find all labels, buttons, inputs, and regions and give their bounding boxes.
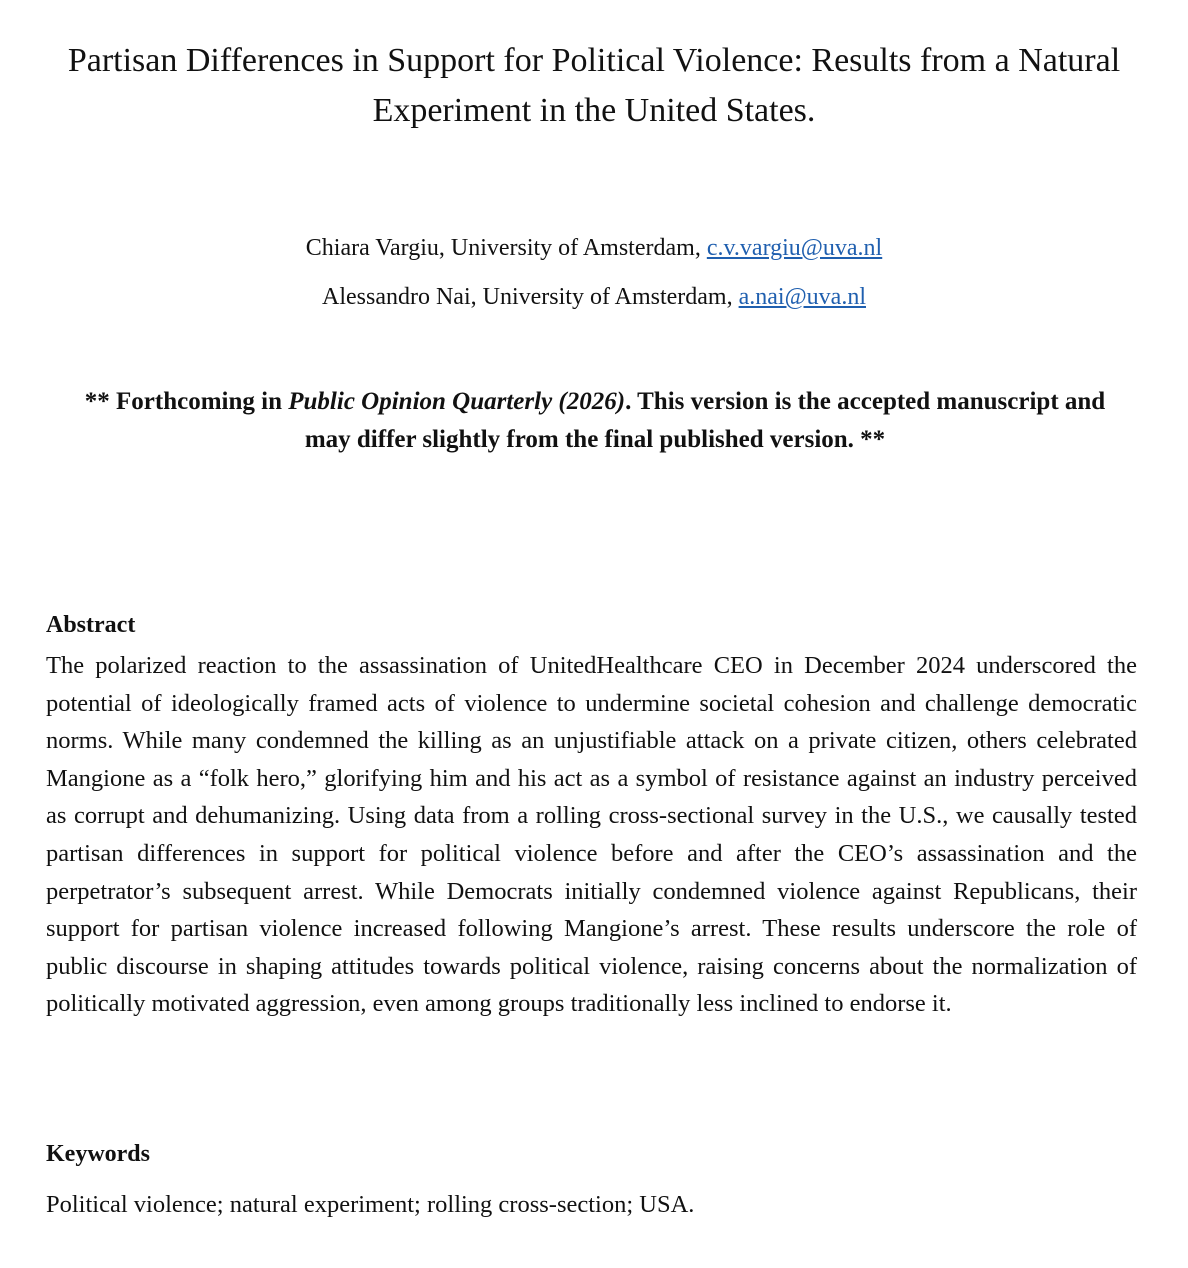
keywords-heading: Keywords [46, 1141, 150, 1167]
notice-suffix: . This version is the accepted manuscript and may differ slightly from the final published version. ** [304, 388, 1106, 453]
author-affiliation: Alessandro Nai, University of Amsterdam, [322, 284, 739, 310]
notice-prefix: ** Forthcoming in [84, 388, 289, 415]
author-line [0, 273, 1188, 322]
author-line [0, 224, 1188, 273]
abstract-heading: Abstract [46, 612, 136, 638]
author-list [0, 224, 1188, 322]
publication-notice [80, 383, 1110, 459]
journal-name: Public Opinion Quarterly (2026) [288, 388, 626, 415]
paper-title: Partisan Differences in Support for Political Violence: Results from a Natural Experiment in the United States. [67, 42, 1121, 129]
abstract-text: The polarized reaction to the assassination of UnitedHealthcare CEO in December 2024 underscored the potential of ideologically framed acts of violence to undermine societal cohesion and challenge democratic norms. While many condemned the killing as an unjustifiable attack on a private citizen, others celebrated Mangione as a “folk hero,” glorifying him and his act as a symbol of resistance against an industry perceived as corrupt and dehumanizing. Using data from a rolling cross-sectional survey in the U.S., we causally tested partisan differences in support for political violence before and after the CEO’s assassination and the perpetrator’s subsequent arrest. While Democrats initially condemned violence against Republicans, their support for partisan violence increased following Mangione’s arrest. These results underscore the role of public discourse in shaping attitudes towards political violence, raising concerns about the normalization of politically motivated aggression, even among groups traditionally less inclined to endorse it. [46, 652, 1137, 1018]
author-email-link[interactable]: a.nai@uva.nl [738, 284, 866, 310]
keywords-text: Political violence; natural experiment; rolling cross-section; USA. [46, 1191, 695, 1218]
author-affiliation: Chiara Vargiu, University of Amsterdam, [305, 235, 707, 261]
author-email-link[interactable]: c.v.vargiu@uva.nl [706, 235, 883, 261]
